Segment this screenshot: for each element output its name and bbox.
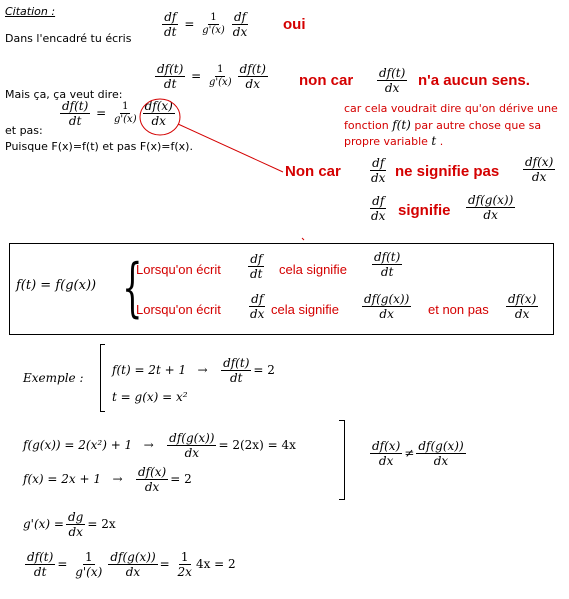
answer-non-car-2: Non car — [285, 163, 341, 180]
formula-df-dx-box: $\frac{df}{dx}$ — [250, 292, 265, 321]
example-eq-2: t = g(x) = x² — [112, 390, 188, 404]
example-right-brace — [344, 420, 347, 500]
answer-oui: oui — [283, 16, 306, 33]
definition-brace: { — [122, 251, 143, 325]
citation-line-2: Mais ça, ça veut dire: — [5, 88, 123, 101]
example-eq-1: f(t) = 2t + 1 → $\frac{df(t)}{dt}$ = 2 — [112, 356, 275, 385]
example-label: Exemple : — [23, 371, 84, 385]
example-eq-5: g'(x) = $\frac{dg}{dx}$ = 2x — [23, 510, 116, 539]
definition-line-2-a: Lorsqu'on écrit — [136, 302, 221, 317]
definition-line-1-a: Lorsqu'on écrit — [136, 262, 221, 277]
formula-dft-dt-1: $\frac{df(t)}{dt}$ = $\frac{1}{g'(x)}$ $\frac{df(t)}{dx}$ — [157, 62, 266, 91]
definition-line-2-b: cela signifie — [271, 302, 339, 317]
example-eq-4: f(x) = 2x + 1 → $\frac{df(x)}{dx}$ = 2 — [23, 465, 192, 494]
answer-signifie: signifie — [398, 202, 451, 219]
formula-dfgx-dx-1: $\frac{df(g(x))}{dx}$ — [468, 193, 514, 222]
example-neq: $\frac{df(x)}{dx}$ ≠ $\frac{df(g(x))}{dx}$ — [372, 439, 464, 468]
formula-dfgx-dx-box: $\frac{df(g(x))}{dx}$ — [364, 292, 410, 321]
formula-dfx-dx-box: $\frac{df(x)}{dx}$ — [508, 292, 537, 321]
explain-line-2: fonction f(t) par autre chose que sa — [344, 118, 542, 132]
explain-line-3: propre variable t . — [344, 134, 444, 148]
formula-df-dt-1: $\frac{df}{dt}$ = $\frac{1}{g'(x)}$ $\frac{df}{dx}$ — [164, 10, 248, 39]
answer-non-car-1: non car — [299, 72, 354, 89]
formula-df-dx-1: $\frac{df}{dx}$ — [371, 156, 386, 185]
example-brace-bottom — [100, 411, 105, 412]
definition-line-2-c: et non pas — [428, 302, 489, 317]
answer-aucun-sens: n'a aucun sens. — [418, 72, 530, 89]
citation-line-3: et pas: — [5, 124, 43, 137]
definition-lhs: f(t) = f(g(x)) — [16, 278, 97, 293]
formula-df-dt-box: $\frac{df}{dt}$ — [250, 252, 263, 281]
explain-line-1: car cela voudrait dire qu'on dérive une — [344, 102, 558, 115]
formula-dfx-dx-1: $\frac{df(x)}{dx}$ — [525, 155, 554, 184]
citation-line-4: Puisque F(x)=f(t) et pas F(x)=f(x). — [5, 140, 193, 153]
example-eq-3: f(g(x)) = 2(x²) + 1 → $\frac{df(g(x))}{dx}$ = 2(2x) = 4x — [23, 431, 296, 460]
answer-ne-signifie-pas: ne signifie pas — [395, 163, 500, 180]
citation-label: Citation : — [5, 5, 56, 18]
example-eq-6: $\frac{df(t)}{dt}$ = $\frac{1}{g'(x)}$ $\frac{df(g(x))}{dx}$ = $\frac{1}{2x}$ 4x = 2 — [27, 550, 236, 579]
formula-dft-dt-box: $\frac{df(t)}{dt}$ — [374, 250, 401, 279]
formula-dft-dt-2: $\frac{df(t)}{dt}$ = $\frac{1}{g'(x)}$ $\frac{df(x)}{dx}$ — [62, 99, 173, 128]
definition-line-1-b: cela signifie — [279, 262, 347, 277]
example-brace — [100, 344, 103, 412]
formula-dft-dx-1: $\frac{df(t)}{dx}$ — [379, 66, 406, 95]
example-right-brace-bottom — [339, 499, 344, 500]
example-right-brace-top — [339, 420, 344, 421]
formula-df-dx-2: $\frac{df}{dx}$ — [371, 194, 386, 223]
example-brace-top — [100, 344, 105, 345]
citation-line-1: Dans l'encadré tu écris — [5, 32, 132, 45]
